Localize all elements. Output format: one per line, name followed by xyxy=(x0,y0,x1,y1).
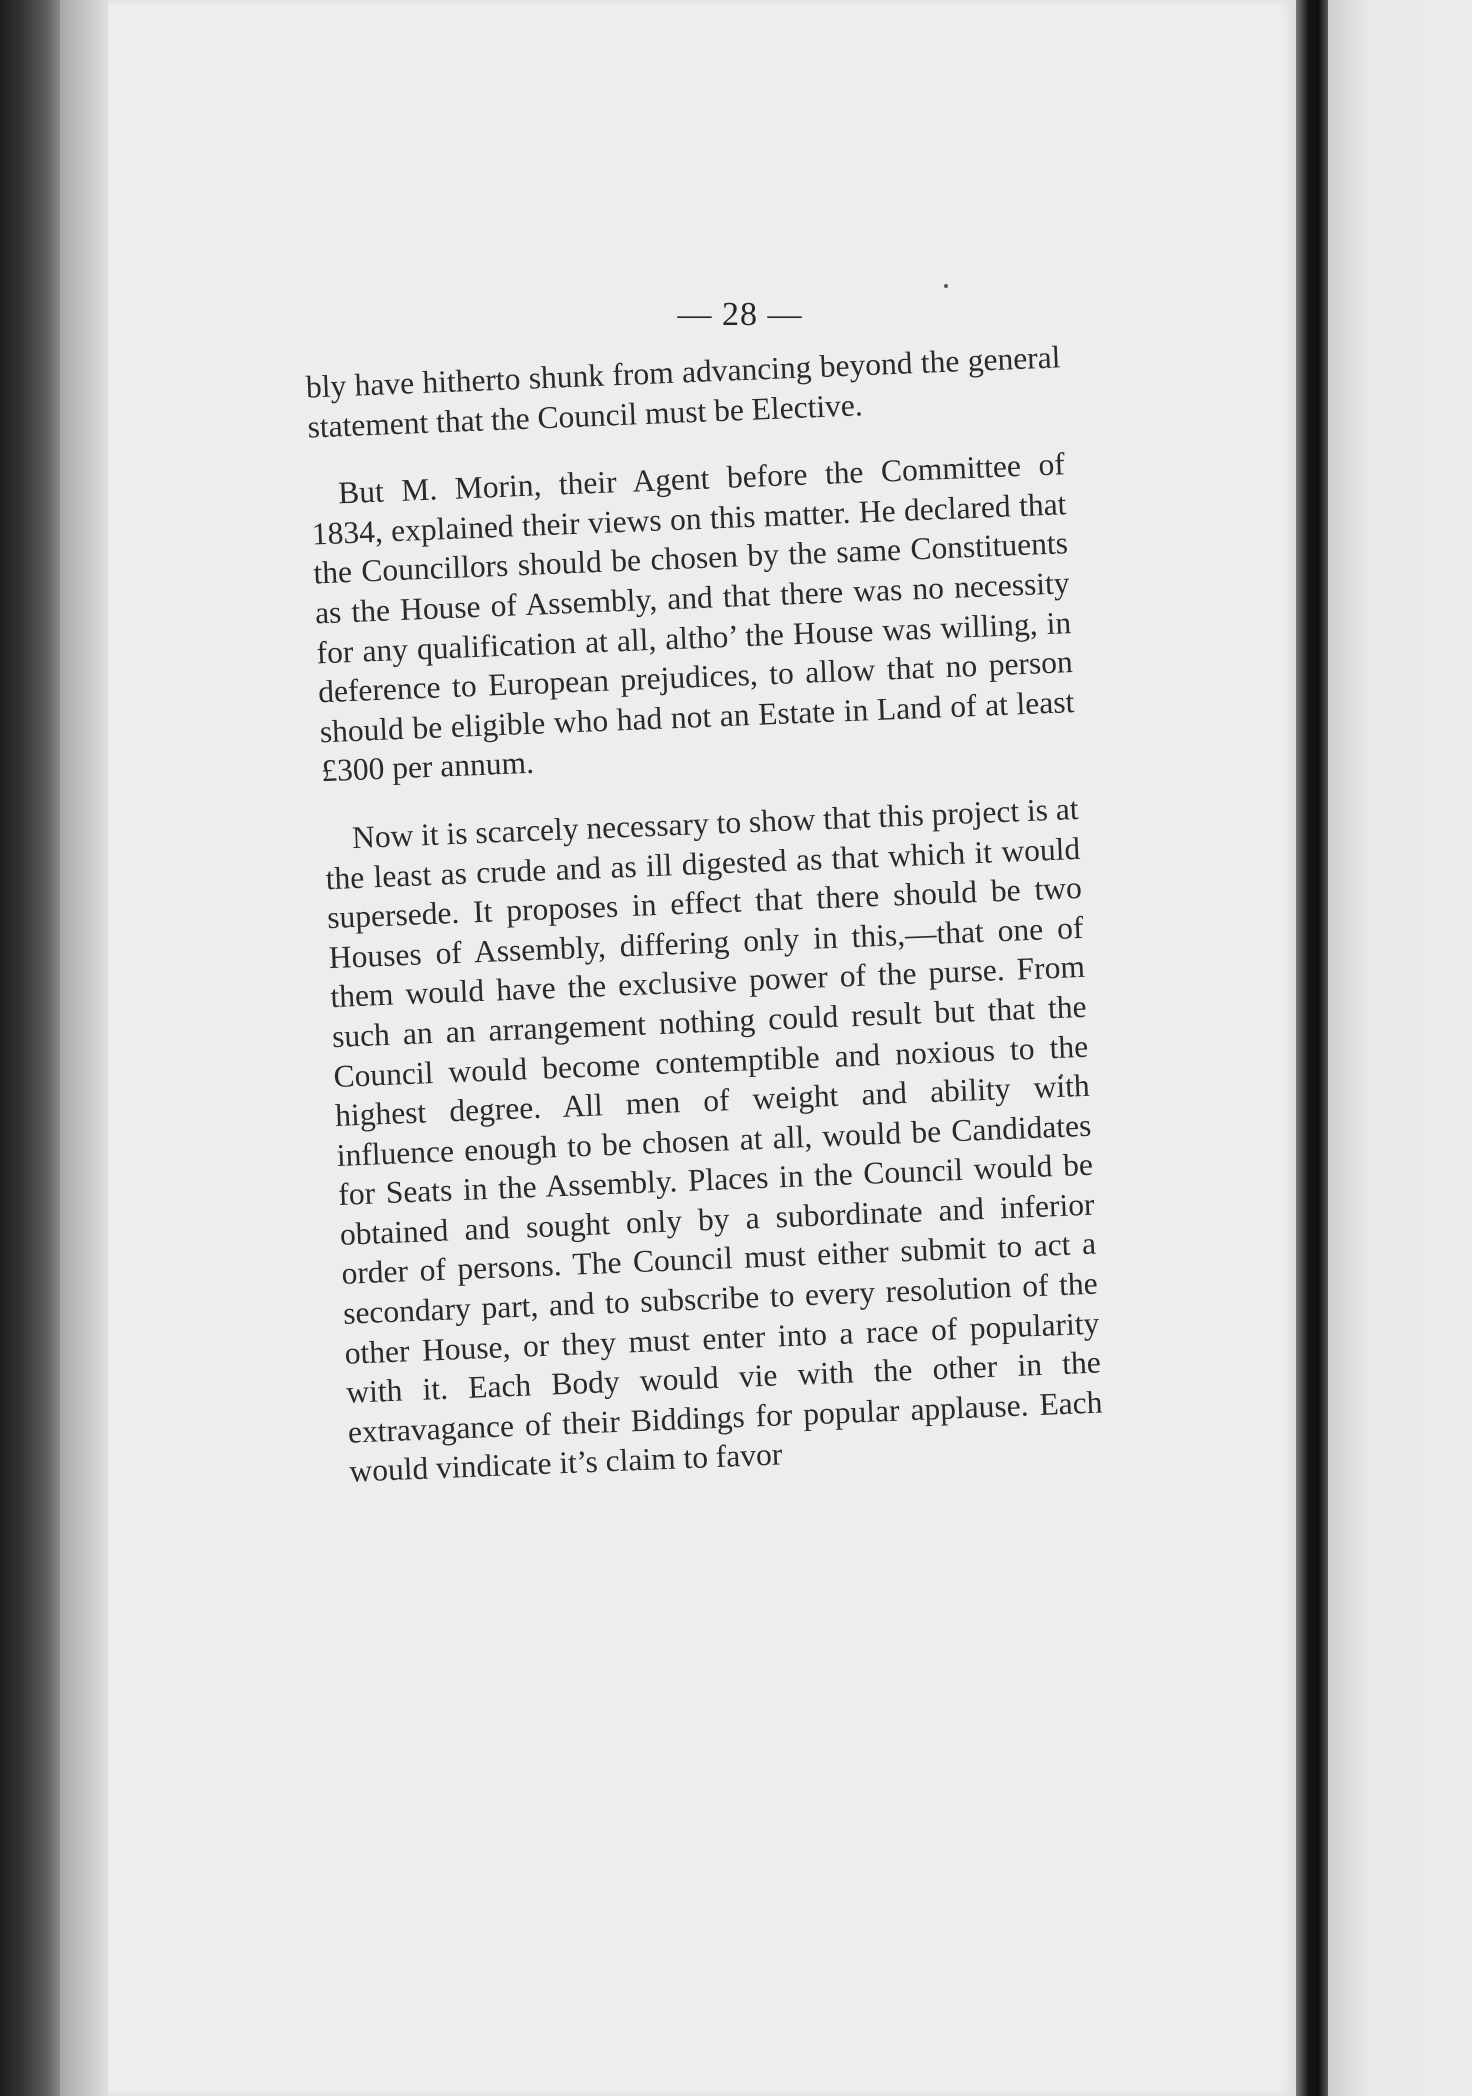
page-stack-edge xyxy=(60,0,108,2096)
page-speck xyxy=(944,284,948,288)
book-gutter xyxy=(1296,0,1328,2096)
book-binding-edge xyxy=(0,0,60,2096)
page-number: — 28 — xyxy=(677,296,803,333)
body-text xyxy=(305,337,1106,1519)
paragraph-2: But M. Morin, their Agent before the Committee of 1834, explained their views on this matter. He declared that the Councillors should be chosen by the same Constituents as the House of Assembly, and that there was no necessity for any qualification at all, altho’ the House was willing, in deference to European prejudices, to allow that no person should be eligible who had not an Estate in Land of at least £300 per annum. xyxy=(311,446,1075,789)
paragraph-3: Now it is scarcely necessary to show that this project is at the least as crude and as ill digested as that which it would supersede. It proposes in effect that there should be two Houses of Assembly, differing only in this,—that one of them would have the exclusive power of the purse. From such an an arrangement nothing could result but that the Council would become contemptible and noxious to the highest degree. All men of weight and ability with influence enough to be chosen at all, would be Candidates for Seats in the Assembly. Places in the Council would be obtained and sought only by a subordinate and inferior order of persons. The Council must either submit to act a secondary part, and to subscribe to every resolution of the other House, or they must enter into a race of popularity with it. Each Body would vie with the other in the extravagance of their Biddings for popular applause. Each would vindicate it’s claim to favor xyxy=(324,790,1104,1490)
paragraph-1: bly have hitherto shunk from advancing beyond the general statement that the Council must be Elective. xyxy=(305,339,1062,445)
next-page-edge xyxy=(1328,0,1472,2096)
